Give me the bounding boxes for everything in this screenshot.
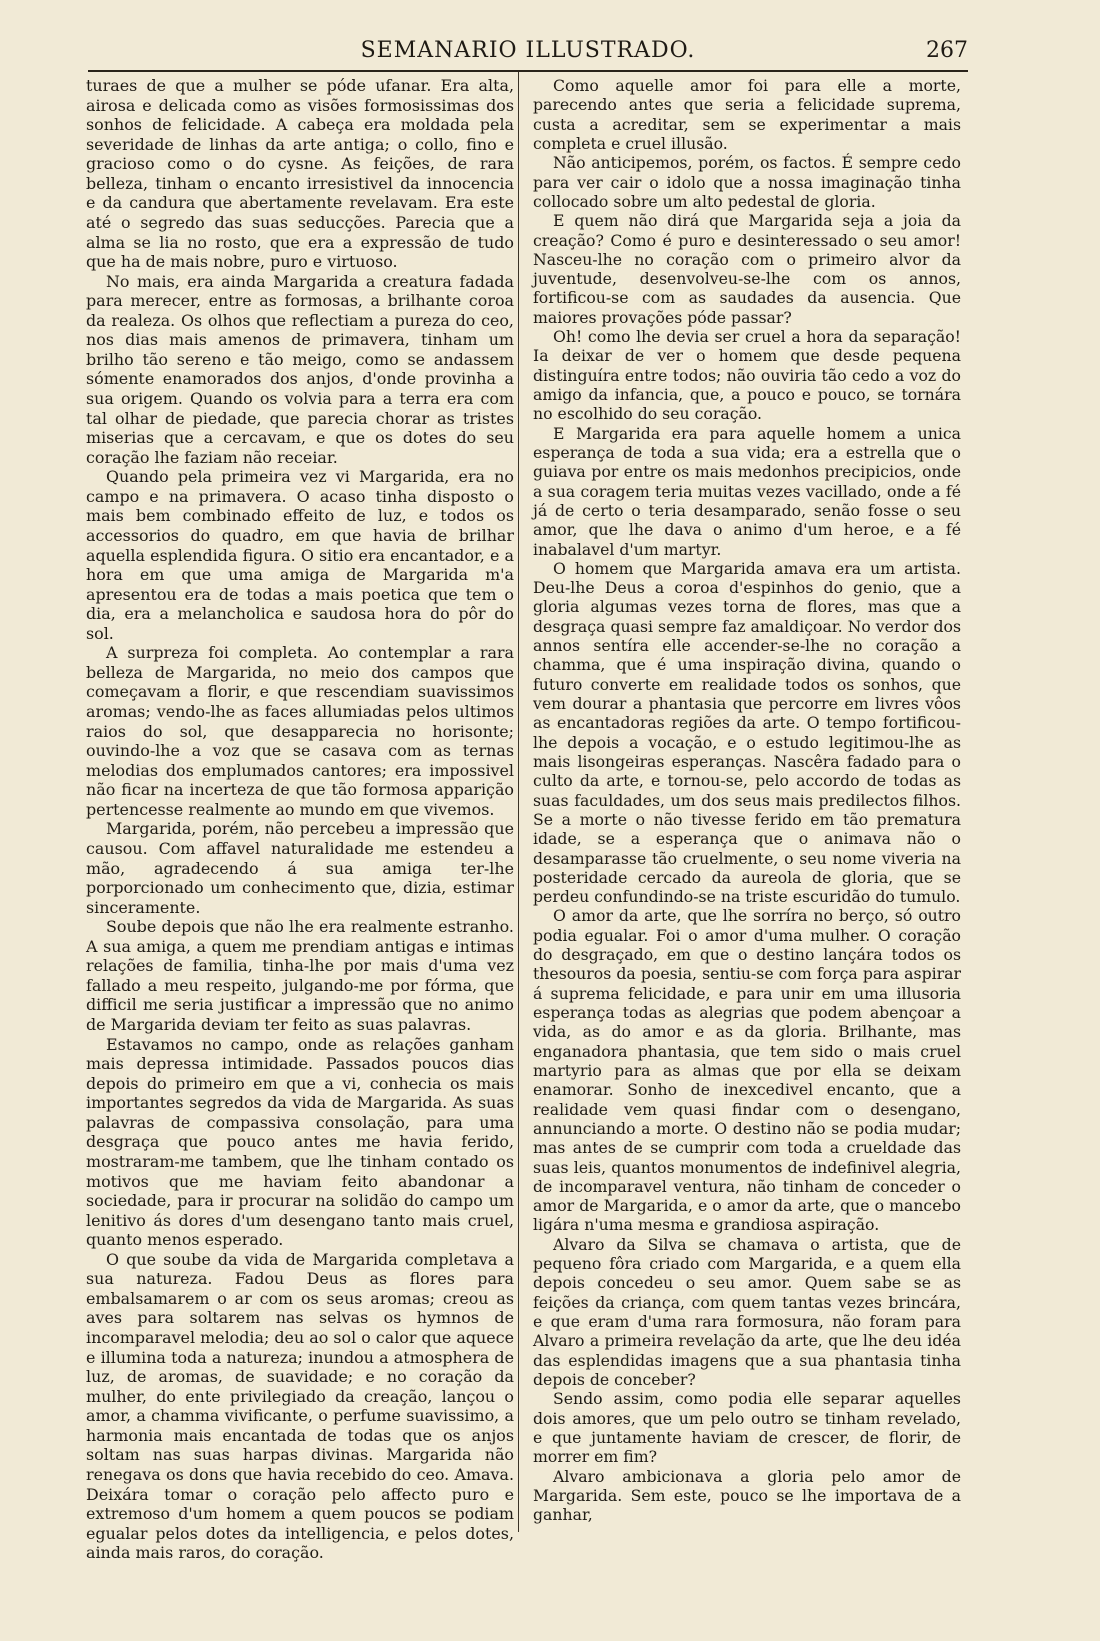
right-column xyxy=(533,76,961,1524)
paragraph: Como aquelle amor foi para elle a morte, parecendo antes que seria a felicidade suprema, custa a acreditar, sem se experimentar a mais completa e cruel illusão. xyxy=(533,76,961,153)
paragraph: Quando pela primeira vez vi Margarida, era no campo e na primavera. O acaso tinha disposto o mais bem combinado effeito de luz, e todos os accessorios do quadro, em que havia de brilhar aquella esplendida figura. O sitio era encantador, e a hora em que uma amiga de Margarida m'a apresentou era de todas a mais poetica que tem o dia, era a melancholica e saudosa hora do pôr do sol. xyxy=(86,467,514,643)
page-header xyxy=(88,36,968,66)
publication-title: SEMANARIO ILLUSTRADO. xyxy=(360,38,696,63)
paragraph: Não anticipemos, porém, os factos. É sempre cedo para ver cair o idolo que a nossa imaginação tinha collocado sobre um alto pedestal de gloria. xyxy=(533,153,961,211)
paragraph: Alvaro ambicionava a gloria pelo amor de Margarida. Sem este, pouco se lhe importava de a ganhar, xyxy=(533,1466,961,1525)
paragraph: Estavamos no campo, onde as relações ganham mais depressa intimidade. Passados poucos dias depois do primeiro em que a vi, conhecia os mais importantes segredos da vida de Margarida. As suas palavras de compassiva consolação, para uma desgraça que pouco antes me havia ferido, mostraram-me tambem, que lhe tinham contado os motivos que me haviam feito abandonar a sociedade, para ir procurar na solidão do campo um lenitivo ás dores d'um desengano tanto mais cruel, quanto menos esperado. xyxy=(86,1034,514,1250)
column-divider xyxy=(518,72,519,1532)
paragraph: O amor da arte, que lhe sorríra no berço, só outro podia egualar. Foi o amor d'uma mulher. O coração do desgraçado, em que o destino lançára todos os thesouros da poesia, sentiu-se com força para aspirar á suprema felicidade, e para unir em uma illusoria esperança todas as alegrias que podem abençoar a vida, as do amor e as da gloria. Brilhante, mas enganadora phantasia, que tem sido o mais cruel martyrio para as almas que por ella se deixam enamorar. Sonho de inexcedivel encanto, que a realidade vem quasi findar com o desengano, annunciando a morte. O destino não se podia mudar; mas antes de se cumprir com toda a crueldade das suas leis, quantos monumentos de indefinivel alegria, de incomparavel ventura, não tinham de conceder o amor de Margarida, e o amor da arte, que o mancebo ligára n'uma mesma e grandiosa aspiração. xyxy=(533,906,961,1235)
paragraph: turaes de que a mulher se póde ufanar. Era alta, airosa e delicada como as visões formosissimas dos sonhos de felicidade. A cabeça era moldada pela severidade de linhas da arte antiga; o collo, fino e gracioso como o do cysne. As feições, de rara belleza, tinham o encanto irresistivel da innocencia e da candura que abertamente revelavam. Era este até o segredo das suas seducções. Parecia que a alma se lia no rosto, que era a expressão de tudo que ha de mais nobre, puro e virtuoso. xyxy=(86,76,514,272)
paragraph: Oh! como lhe devia ser cruel a hora da separação! Ia deixar de ver o homem que desde pequena distinguíra entre todos; não ouviria tão cedo a voz do amigo da infancia, que, a pouco e pouco, se tornára no escolhido do seu coração. xyxy=(533,327,961,424)
left-column xyxy=(86,76,514,1563)
paragraph: E quem não dirá que Margarida seja a joia da creação? Como é puro e desinteressado o seu amor! Nasceu-lhe no coração com o primeiro alvor da juventude, desenvolveu-se-lhe com os annos, fortificou-se com as saudades da ausencia. Que maiores provações póde passar? xyxy=(533,211,961,327)
header-rule xyxy=(88,70,968,72)
paragraph: Soube depois que não lhe era realmente estranho. A sua amiga, a quem me prendiam antigas e intimas relações de familia, tinha-lhe por mais d'uma vez fallado a meu respeito, julgando-me por fórma, que difficil me seria justificar a impressão que no animo de Margarida deviam ter feito as suas palavras. xyxy=(86,917,514,1034)
paragraph: O que soube da vida de Margarida completava a sua natureza. Fadou Deus as flores para embalsamarem o ar com os seus aromas; creou as aves para soltarem nas selvas os hymnos de incomparavel melodia; deu ao sol o calor que aquece e illumina toda a natureza; inundou a atmosphera de luz, de aromas, de suavidade; e no coração da mulher, do ente privilegiado da creação, lançou o amor, a chamma vivificante, o perfume suavissimo, a harmonia mais encantada de todas que os anjos soltam nas suas harpas divinas. Margarida não renegava os dons que havia recebido do ceo. Amava. Deixára tomar o coração pelo affecto puro e extremoso d'um homem a quem poucos se podiam egualar pelos dotes da intelligencia, e pelos dotes, ainda mais raros, do coração. xyxy=(86,1249,514,1563)
paragraph: Margarida, porém, não percebeu a impressão que causou. Com affavel naturalidade me estendeu a mão, agradecendo á sua amiga ter-lhe porporcionado um conhecimento que, dizia, estimar sinceramente. xyxy=(86,819,514,917)
paragraph: A surpreza foi completa. Ao contemplar a rara belleza de Margarida, no meio dos campos que começavam a florir, e que rescendiam suavissimos aromas; vendo-lhe as faces allumiadas pelos ultimos raios do sol, que desapparecia no horisonte; ouvindo-lhe a voz que se casava com as ternas melodias dos emplumados cantores; era impossivel não ficar na incerteza de que tão formosa apparição pertencesse realmente ao mundo em que vivemos. xyxy=(86,643,514,819)
paragraph: No mais, era ainda Margarida a creatura fadada para merecer, entre as formosas, a brilhante coroa da realeza. Os olhos que reflectiam a pureza do ceo, nos dias mais amenos de primavera, tinham um brilho tão sereno e tão meigo, como se andassem sómente enamorados dos anjos, d'onde provinha a sua origem. Quando os volvia para a terra era com tal olhar de piedade, que parecia chorar as tristes miserias que a cercavam, e que os dotes do seu coração lhe faziam não receiar. xyxy=(86,271,514,467)
paragraph: Sendo assim, como podia elle separar aquelles dois amores, que um pelo outro se tinham revelado, e que juntamente haviam de crescer, de florir, de morrer em fim? xyxy=(533,1389,961,1467)
page-number: 267 xyxy=(926,38,968,63)
paragraph: O homem que Margarida amava era um artista. Deu-lhe Deus a coroa d'espinhos do genio, que a gloria algumas vezes torna de flores, mas que a desgraça quasi sempre faz amaldiçoar. No verdor dos annos sentíra elle accender-se-lhe no coração a chamma, que é uma inspiração divina, quando o futuro converte em realidade todos os sonhos, que vem dourar a phantasia que percorre em livres vôos as encantadoras regiões da arte. O tempo fortificou-lhe depois a vocação, e o estudo legitimou-lhe as mais lisongeiras esperanças. Nascêra fadado para o culto da arte, e tornou-se, pelo accordo de todas as suas faculdades, um dos seus mais predilectos filhos. Se a morte o não tivesse ferido em tão prematura idade, se a esperança que o animava não o desamparasse tão cruelmente, o seu nome viveria na posteridade cercado da aureola de gloria, que se perdeu confundindo-se na triste escuridão do tumulo. xyxy=(533,558,961,907)
paragraph: E Margarida era para aquelle homem a unica esperança de toda a sua vida; era a estrella que o guiava por entre os mais medonhos precipicios, onde a sua coragem teria muitas vezes vacillado, onde a fé já de certo o teria desamparado, senão fosse o seu amor, que lhe dava o animo d'um heroe, e a fé inabalavel d'um martyr. xyxy=(533,423,961,559)
paragraph: Alvaro da Silva se chamava o artista, que de pequeno fôra criado com Margarida, e a quem ella depois concedeu o seu amor. Quem sabe se as feições da criança, com quem tantas vezes brincára, e que eram d'uma rara formosura, não foram para Alvaro a primeira revelação da arte, que lhe deu idéa das esplendidas imagens que a sua phantasia tinha depois de conceber? xyxy=(533,1234,961,1389)
